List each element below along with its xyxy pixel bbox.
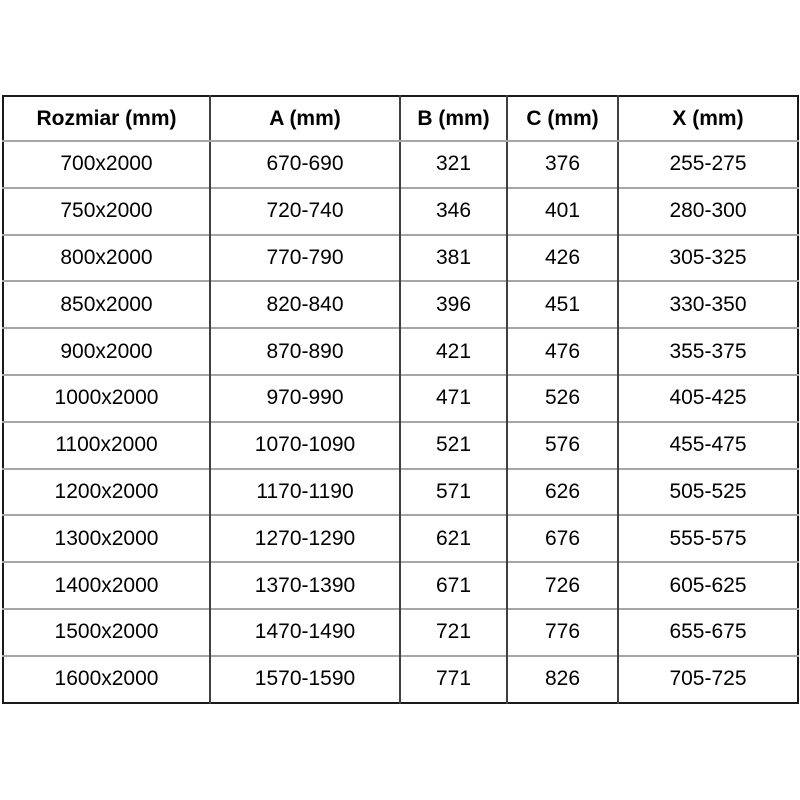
table-cell: 576 [507,422,618,469]
table-cell: 1300x2000 [3,515,210,562]
table-cell: 1400x2000 [3,562,210,609]
table-cell: 1470-1490 [210,609,400,656]
table-cell: 455-475 [618,422,798,469]
table-body [3,141,798,703]
table-cell: 776 [507,609,618,656]
table-cell: 405-425 [618,375,798,422]
table-cell: 771 [400,656,507,703]
table-row [3,375,798,422]
table-row [3,281,798,328]
table-cell: 1070-1090 [210,422,400,469]
table-row [3,469,798,516]
table-row [3,656,798,703]
table-cell: 1100x2000 [3,422,210,469]
table-cell: 826 [507,656,618,703]
table-cell: 1200x2000 [3,469,210,516]
table-cell: 655-675 [618,609,798,656]
table-cell: 770-790 [210,235,400,282]
table-cell: 280-300 [618,188,798,235]
table-cell: 726 [507,562,618,609]
table-cell: 850x2000 [3,281,210,328]
table-cell: 305-325 [618,235,798,282]
table-cell: 676 [507,515,618,562]
table-cell: 426 [507,235,618,282]
table-cell: 355-375 [618,328,798,375]
table-cell: 521 [400,422,507,469]
table-cell: 555-575 [618,515,798,562]
table-row [3,609,798,656]
table-cell: 721 [400,609,507,656]
table-cell: 1500x2000 [3,609,210,656]
header-c: C (mm) [507,96,618,141]
table-cell: 255-275 [618,141,798,188]
table-cell: 870-890 [210,328,400,375]
table-cell: 346 [400,188,507,235]
table-cell: 381 [400,235,507,282]
table-row [3,188,798,235]
table-cell: 1600x2000 [3,656,210,703]
header-rozmiar: Rozmiar (mm) [3,96,210,141]
table-cell: 605-625 [618,562,798,609]
table-cell: 451 [507,281,618,328]
table-cell: 401 [507,188,618,235]
table-cell: 396 [400,281,507,328]
table-cell: 571 [400,469,507,516]
table-row [3,235,798,282]
table-row [3,422,798,469]
table-cell: 421 [400,328,507,375]
size-table [2,95,799,704]
table-cell: 626 [507,469,618,516]
table-cell: 1170-1190 [210,469,400,516]
header-a: A (mm) [210,96,400,141]
table-cell: 526 [507,375,618,422]
table-cell: 476 [507,328,618,375]
table-cell: 505-525 [618,469,798,516]
table-cell: 705-725 [618,656,798,703]
table-cell: 670-690 [210,141,400,188]
table-cell: 621 [400,515,507,562]
table-cell: 1370-1390 [210,562,400,609]
table-cell: 750x2000 [3,188,210,235]
header-x: X (mm) [618,96,798,141]
table-row [3,141,798,188]
table-cell: 1270-1290 [210,515,400,562]
table-cell: 376 [507,141,618,188]
table-cell: 1570-1590 [210,656,400,703]
table-cell: 800x2000 [3,235,210,282]
table-cell: 820-840 [210,281,400,328]
table-cell: 321 [400,141,507,188]
table-cell: 471 [400,375,507,422]
table-cell: 1000x2000 [3,375,210,422]
table-header-row [3,96,798,141]
table-cell: 700x2000 [3,141,210,188]
table-cell: 900x2000 [3,328,210,375]
table-cell: 720-740 [210,188,400,235]
table-cell: 970-990 [210,375,400,422]
table-cell: 330-350 [618,281,798,328]
table-row [3,562,798,609]
table-row [3,515,798,562]
table-cell: 671 [400,562,507,609]
table-row [3,328,798,375]
header-b: B (mm) [400,96,507,141]
